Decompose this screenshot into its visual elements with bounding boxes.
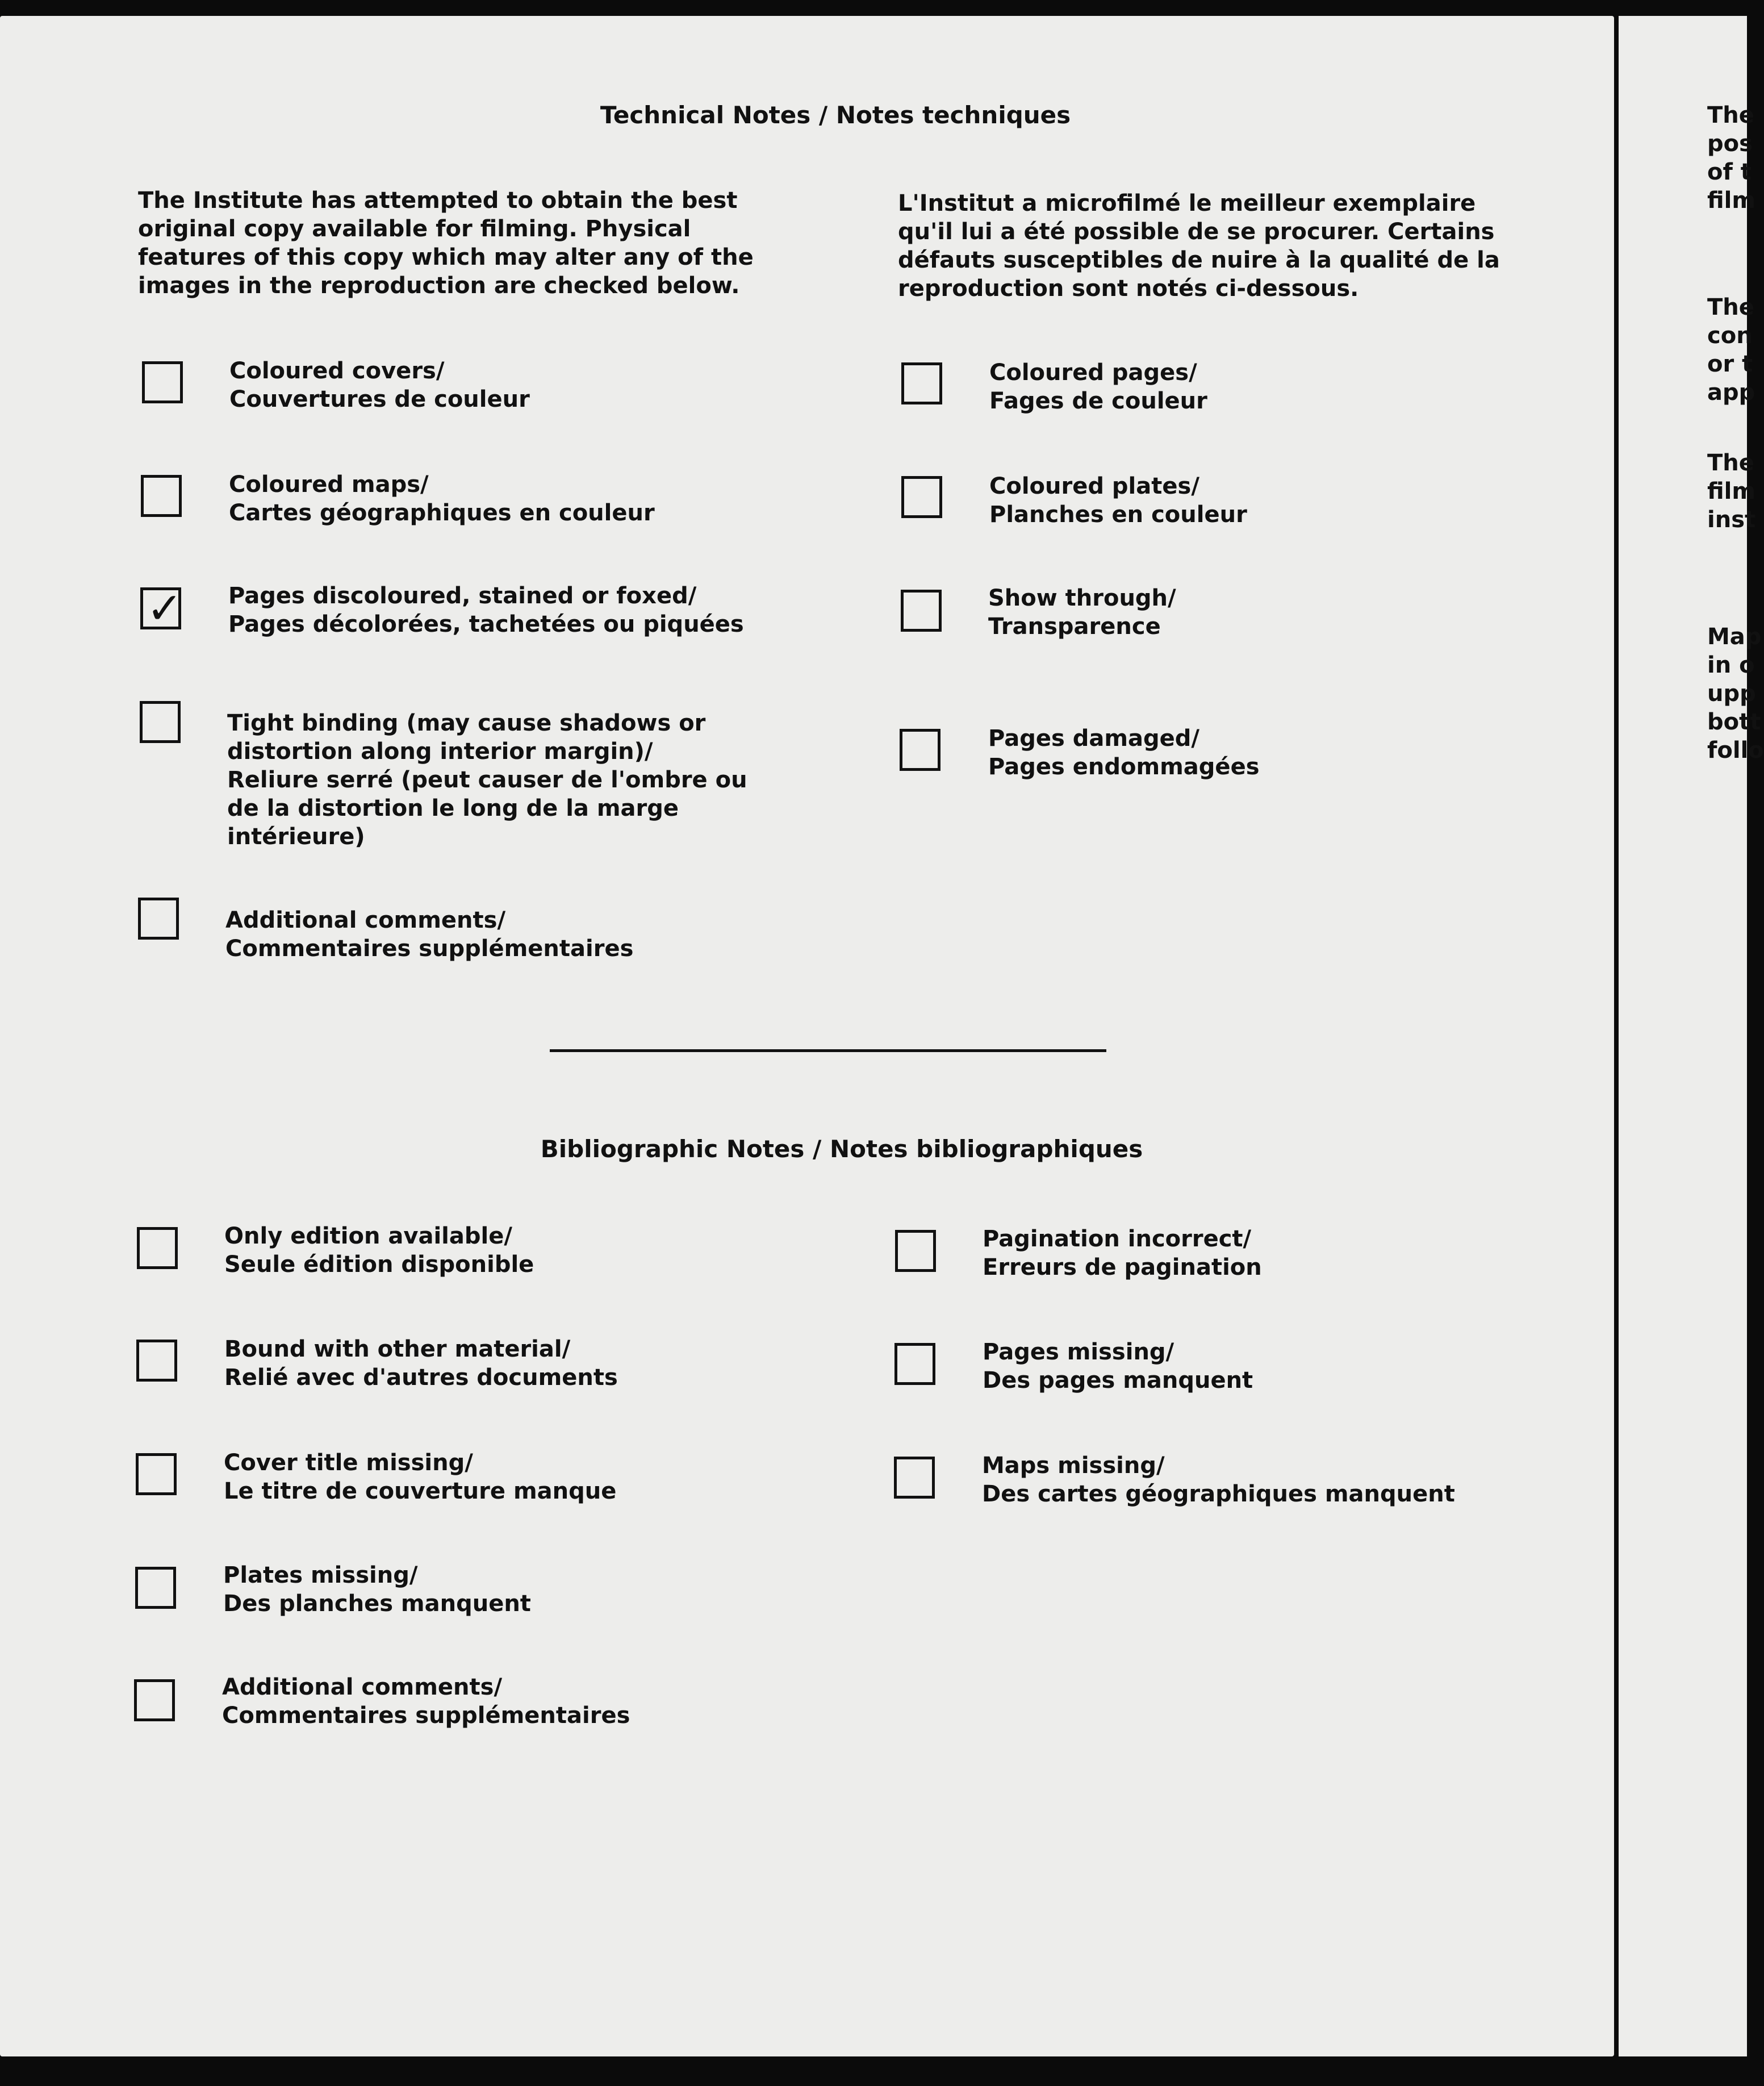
intro-line: L'Institut a microfilmé le meilleur exemplaire	[898, 190, 1476, 216]
item-pages-discoloured: Pages discoloured, stained or foxed/ Pages décolorées, tachetées ou piquées	[228, 583, 744, 637]
item-coloured-plates: Coloured plates/ Planches en couleur	[989, 473, 1247, 528]
checkbox-coloured-plates[interactable]	[901, 476, 942, 518]
checkmark-icon: ✓	[147, 583, 183, 633]
item-bound-with-other: Bound with other material/ Relié avec d'autres documents	[224, 1336, 618, 1391]
item-pages-missing: Pages missing/ Des pages manquent	[983, 1339, 1253, 1394]
checkbox-coloured-pages[interactable]	[901, 362, 942, 404]
intro-line: The Institute has attempted to obtain the best	[138, 187, 738, 214]
item-pagination-incorrect: Pagination incorrect/ Erreurs de pagination	[983, 1226, 1262, 1280]
checkbox-tight-binding[interactable]	[140, 701, 181, 743]
checkbox-pagination-incorrect[interactable]	[895, 1230, 936, 1272]
checkbox-pages-missing[interactable]	[894, 1343, 935, 1385]
checkbox-only-edition[interactable]	[137, 1227, 178, 1269]
item-only-edition: Only edition available/ Seule édition disponible	[224, 1223, 534, 1278]
item-additional-comments-technical: Additional comments/ Commentaires supplémentaires	[225, 907, 634, 962]
checkbox-coloured-maps[interactable]	[141, 475, 182, 517]
checkbox-additional-comments-technical[interactable]	[138, 898, 179, 940]
intro-line: qu'il lui a été possible de se procurer. Certains	[898, 219, 1495, 245]
fragment-block: The pos of t film	[1707, 102, 1756, 214]
technical-notes-page	[0, 16, 1614, 2056]
item-coloured-covers: Coloured covers/ Couvertures de couleur	[229, 358, 530, 412]
fragment-block: The film inst	[1707, 450, 1756, 533]
checkbox-coloured-covers[interactable]	[142, 361, 183, 403]
technical-notes-title: Technical Notes / Notes techniques	[600, 101, 1071, 129]
intro-line: défauts susceptibles de nuire à la qualité de la	[898, 247, 1500, 273]
item-additional-comments-bibliographic: Additional comments/ Commentaires supplémentaires	[222, 1674, 630, 1729]
item-cover-title-missing: Cover title missing/ Le titre de couverture manque	[224, 1450, 617, 1504]
bibliographic-notes-title: Bibliographic Notes / Notes bibliographiques	[540, 1135, 1143, 1163]
checkbox-plates-missing[interactable]	[135, 1567, 176, 1609]
checkbox-pages-damaged[interactable]	[900, 729, 940, 771]
intro-french	[898, 189, 1523, 303]
fragment-block: Map in o upp bott follo	[1707, 624, 1764, 764]
section-divider	[550, 1049, 1106, 1052]
intro-english	[138, 186, 763, 300]
fragment-block: The con or t app	[1707, 294, 1755, 406]
item-tight-binding: Tight binding (may cause shadows or distortion along interior margin)/ Reliure serré (peut causer de l'ombre ou de la distortion le long de la marge intérieure)	[227, 710, 747, 850]
intro-line: original copy available for filming. Physical	[138, 216, 691, 242]
intro-line: images in the reproduction are checked below.	[138, 273, 740, 299]
next-page-fragment	[1619, 16, 1764, 2056]
item-plates-missing: Plates missing/ Des planches manquent	[223, 1562, 531, 1617]
intro-line: reproduction sont notés ci-dessous.	[898, 276, 1359, 302]
checkbox-bound-with-other[interactable]	[136, 1340, 177, 1382]
item-pages-damaged: Pages damaged/ Pages endommagées	[988, 725, 1260, 780]
item-coloured-maps: Coloured maps/ Cartes géographiques en couleur	[229, 472, 655, 526]
checkbox-pages-discoloured[interactable]	[140, 583, 183, 633]
item-show-through: Show through/ Transparence	[988, 585, 1176, 640]
checkbox-show-through[interactable]	[901, 590, 942, 632]
intro-line: features of this copy which may alter any of the	[138, 244, 754, 270]
item-maps-missing: Maps missing/ Des cartes géographiques manquent	[982, 1453, 1455, 1507]
checkbox-maps-missing[interactable]	[894, 1457, 935, 1499]
item-coloured-pages: Coloured pages/ Fages de couleur	[989, 360, 1207, 414]
checkbox-cover-title-missing[interactable]	[136, 1453, 177, 1495]
checkbox-additional-comments-bibliographic[interactable]	[134, 1679, 175, 1721]
